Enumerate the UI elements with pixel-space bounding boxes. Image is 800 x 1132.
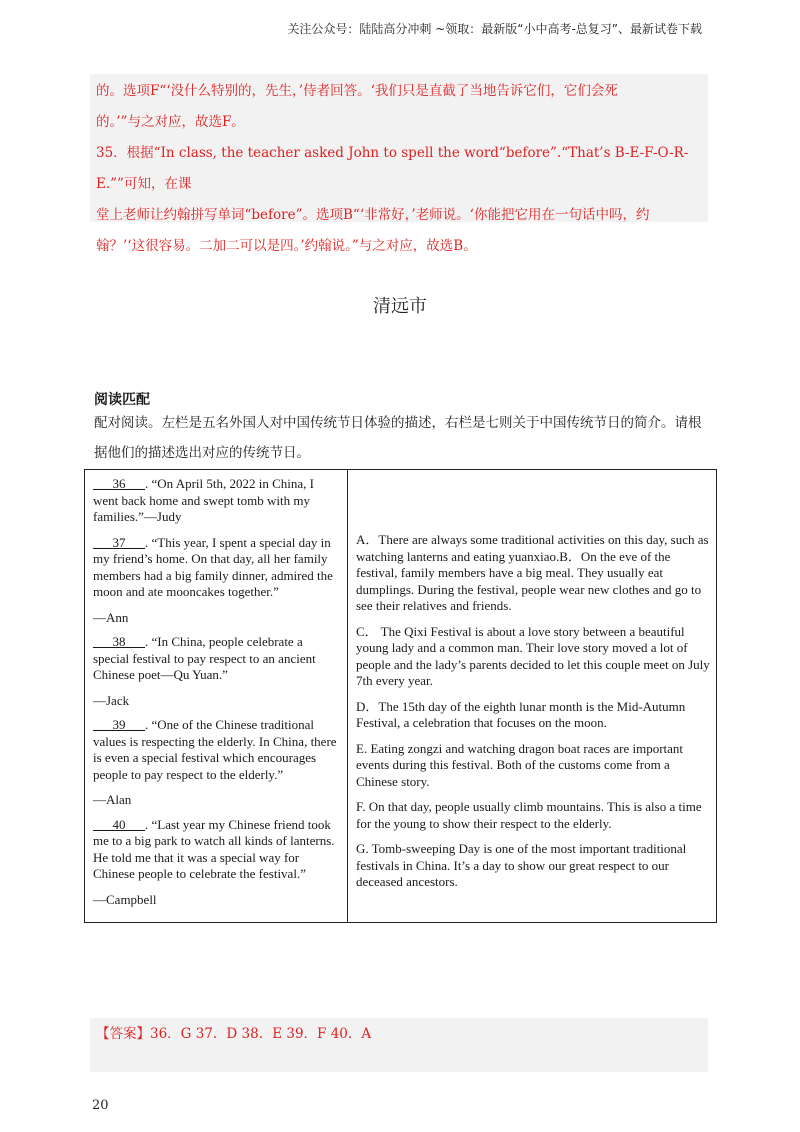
explanation-line: 翰？’‘这很容易。二加二可以是四。’约翰说。”与之对应，故选B。 — [96, 238, 477, 254]
question-text: . “One of the Chinese traditional values is respecting the elderly. In China, there is even a special festival which encourages people to pay respect to the elderly.” — [93, 717, 337, 782]
option-d: D．The 15th day of the eighth lunar month is the Mid-Autumn Festival, a celebration that focuses on the moon. — [356, 698, 686, 730]
question-40 — [93, 817, 341, 883]
option-e: E. Eating zongzi and watching dragon boat races are important events during this festival. Both of the customs come from a Chinese story. — [356, 740, 684, 789]
page-header: 关注公众号：陆陆高分冲刺 ~领取：最新版“小中高考-总复习”、最新试卷下载 — [287, 22, 702, 36]
question-38 — [93, 634, 341, 684]
speaker-name: —Campbell — [93, 891, 157, 907]
matching-table — [84, 469, 717, 923]
answer-key: 【答案】36．G 37．D 38．E 39．F 40．A — [96, 1026, 372, 1042]
explanation-box — [90, 74, 708, 254]
question-text: . “On April 5th, 2022 in China, I went back home and swept tomb with my families.”—Judy — [93, 476, 314, 524]
answer-blank: ___39___ — [93, 717, 145, 732]
speaker-name: —Alan — [93, 792, 132, 807]
option-a-b: A．There are always some traditional activities on this day, such as watching lanterns and eating yuanxiao.B．On the eve of the festival, family members have a big meal. They usually eat dumplings. During the festival, people wear new clothes and go to see their relatives and friends. — [356, 532, 709, 613]
descriptions-column — [85, 470, 348, 923]
explanation-line: 的。’”与之对应，故选F。 — [96, 114, 245, 130]
answer-blank: ___37___ — [93, 534, 145, 550]
answer-blank: ___38___ — [93, 634, 145, 649]
explanation-line: 35．根据“In class, the teacher asked John to spell the word“before”.“That’s B-E-F-O-R-E.””可知，在课 — [96, 145, 689, 192]
options-column — [348, 470, 717, 923]
question-37 — [93, 535, 341, 601]
section-title: 阅读匹配 — [94, 392, 150, 408]
option-f: F. On that day, people usually climb mountains. This is also a time for the young to show their respect to the elderly. — [356, 799, 702, 831]
option-g: G. Tomb-sweeping Day is one of the most important traditional festivals in China. It’s a day to show our great respect to our deceased ancestors. — [356, 841, 687, 889]
question-36 — [93, 476, 341, 526]
option-c: C． The Qixi Festival is about a love story between a beautiful young lady and a common man. Their love story moved a lot of people and the lady’s parents decided to let this couple meet on July 7th every year. — [356, 623, 710, 688]
question-text: . “Last year my Chinese friend took me to a big park to watch all kinds of lanterns. He told me that it was a special way for Chinese people to celebrate the festival.” — [93, 816, 335, 881]
section-intro: 配对阅读。左栏是五名外国人对中国传统节日体验的描述，右栏是七则关于中国传统节日的简介。请根据他们的描述选出对应的传统节日。 — [94, 415, 702, 461]
speaker-name: —Ann — [93, 609, 129, 625]
speaker-name: —Jack — [93, 692, 130, 708]
question-39 — [93, 717, 341, 783]
explanation-line: 堂上老师让约翰拼写单词“before”。选项B“‘非常好，’老师说。‘你能把它用在一句话中吗，约 — [96, 207, 650, 223]
answer-blank: ___40___ — [93, 816, 145, 832]
question-text: . “This year, I spent a special day in my friend’s home. On that day, all her family members had a big family dinner, admired the moon and ate mooncakes together.” — [93, 534, 333, 599]
city-heading: 清远市 — [373, 296, 427, 317]
answer-blank: ___36___ — [93, 476, 145, 491]
question-text: . “In China, people celebrate a special festival to pay respect to an ancient Chinese poet—Qu Yuan.” — [93, 634, 316, 682]
explanation-line: 的。选项F“‘没什么特别的，先生，’侍者回答。‘我们只是直截了当地告诉它们，它们会死 — [96, 83, 618, 99]
page-number: 20 — [92, 1098, 109, 1113]
